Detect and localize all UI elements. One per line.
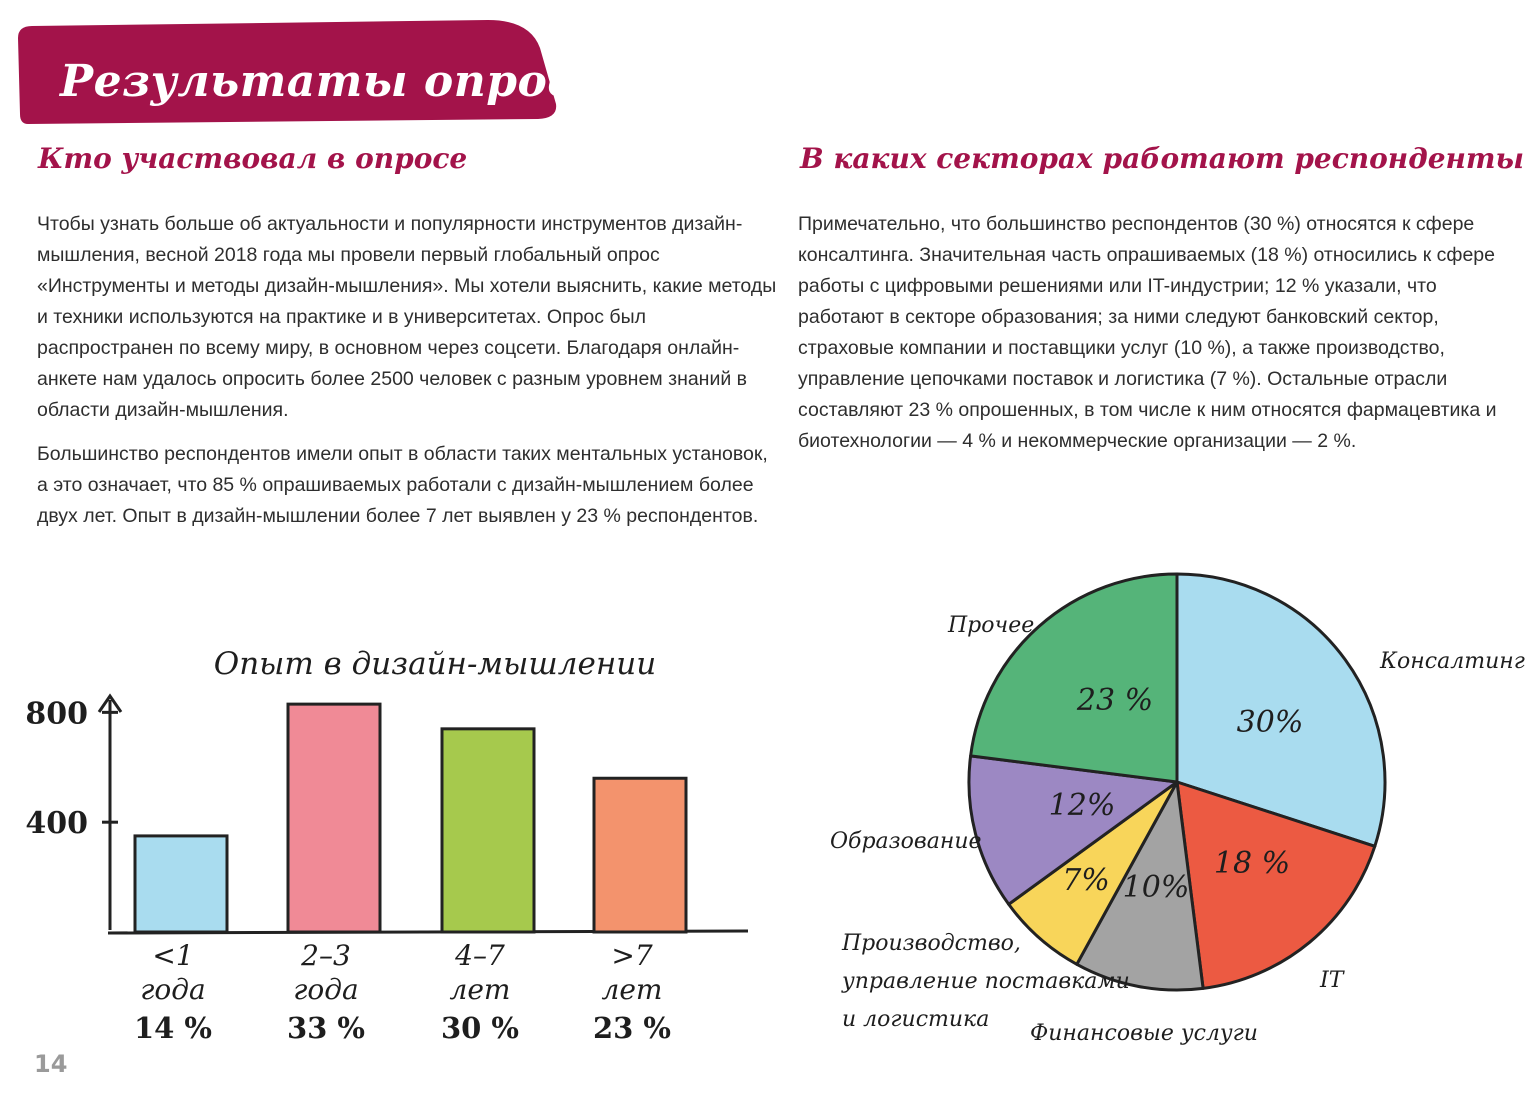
bar-category-label-3-line-1: 4–7	[455, 939, 505, 972]
bar-category-label-2-line-2: года	[293, 973, 359, 1006]
pie-value-label-6: 23 %	[1076, 683, 1154, 718]
left-paragraph-2: Большинство респондентов имели опыт в области таких ментальных установок, а это означает, что 85 % опрашиваемых работали с дизайн-мышлением более двух лет. Опыт в дизайн-мышлении более 7 лет выявлен у 23 % респондентов.	[37, 443, 768, 527]
pie-category-label-4-line-1: Производство,	[842, 931, 1021, 956]
bar-percent-label-1: 14 %	[133, 1011, 213, 1045]
title-banner	[18, 18, 604, 124]
pie-category-label-3-line-1: Финансовые услуги	[1030, 1021, 1258, 1046]
right-section-heading: В каких секторах работают респонденты	[800, 142, 1525, 175]
bar-3	[442, 729, 534, 932]
pie-slice-6	[971, 574, 1177, 782]
bar-percent-label-4: 23 %	[592, 1011, 672, 1045]
pie-category-label-6-line-1: Прочее	[948, 613, 1035, 638]
bar-chart-title: Опыт в дизайн-мышлении	[213, 646, 657, 682]
bar-percent-label-3: 30 %	[440, 1011, 520, 1045]
y-tick-label-400: 400	[25, 806, 88, 842]
bar-1	[135, 836, 227, 932]
pie-category-label-2-line-1: IT	[1320, 968, 1344, 993]
pie-value-label-3: 10%	[1122, 870, 1190, 905]
bar-percent-label-2: 33 %	[286, 1011, 366, 1045]
pie-value-label-1: 30%	[1236, 705, 1304, 740]
right-paragraph-1: Примечательно, что большинство респондентов (30 %) относятся к сфере консалтинга. Значительная часть опрашиваемых (18 %) относились к сфере работы с цифровыми решениями или IT-индустрии; 12 % указали, что работают в секторе образования; за ними следуют банковский сектор, страховые компании и поставщики услуг (10 %), а также производство, управление цепочками поставок и логистика (7 %). Остальные отрасли составляют 23 % опрошенных, в том числе к ним относятся фармацевтика и биотехнологии — 4 % и некоммерческие организации — 2 %.	[798, 213, 1497, 452]
bar-4	[594, 778, 686, 932]
pie-category-label-1-line-1: Консалтинг	[1380, 649, 1525, 674]
bar-category-label-1-line-2: года	[140, 973, 206, 1006]
pie-category-label-5-line-1: Образование	[830, 829, 982, 854]
pie-category-label-4-line-2: управление поставками	[842, 969, 1130, 994]
pie-value-label-2: 18 %	[1213, 846, 1291, 881]
sectors-pie-chart	[820, 570, 1533, 1060]
bar-category-label-4-line-2: лет	[601, 973, 663, 1006]
pie-value-label-4: 7%	[1062, 863, 1110, 898]
bar-2	[288, 704, 380, 932]
bar-category-label-1-line-1: <1	[152, 939, 194, 972]
pie-category-label-4-line-3: и логистика	[842, 1007, 990, 1032]
bar-category-label-2-line-1: 2–3	[301, 939, 351, 972]
page-number: 14	[34, 1050, 68, 1078]
pie-value-label-5: 12%	[1048, 788, 1116, 823]
y-tick-label-800: 800	[25, 696, 88, 732]
experience-bar-chart	[0, 630, 780, 1060]
left-section-heading: Кто участвовал в опросе	[38, 142, 468, 175]
bar-category-label-3-line-2: лет	[449, 973, 511, 1006]
bar-category-label-4-line-1: >7	[611, 939, 653, 972]
page-title: Результаты опроса	[60, 56, 604, 107]
left-paragraph-1: Чтобы узнать больше об актуальности и популярности инструментов дизайн-мышления, весной 2018 года мы провели первый глобальный опрос «Инструменты и методы дизайн-мышления». Мы хотели выяснить, какие методы и техники используются на практике и в университетах. Опрос был распространен по всему миру, в основном через соцсети. Благодаря онлайн-анкете нам удалось опросить более 2500 человек с разным уровнем знаний в области дизайн-мышления.	[37, 213, 777, 421]
